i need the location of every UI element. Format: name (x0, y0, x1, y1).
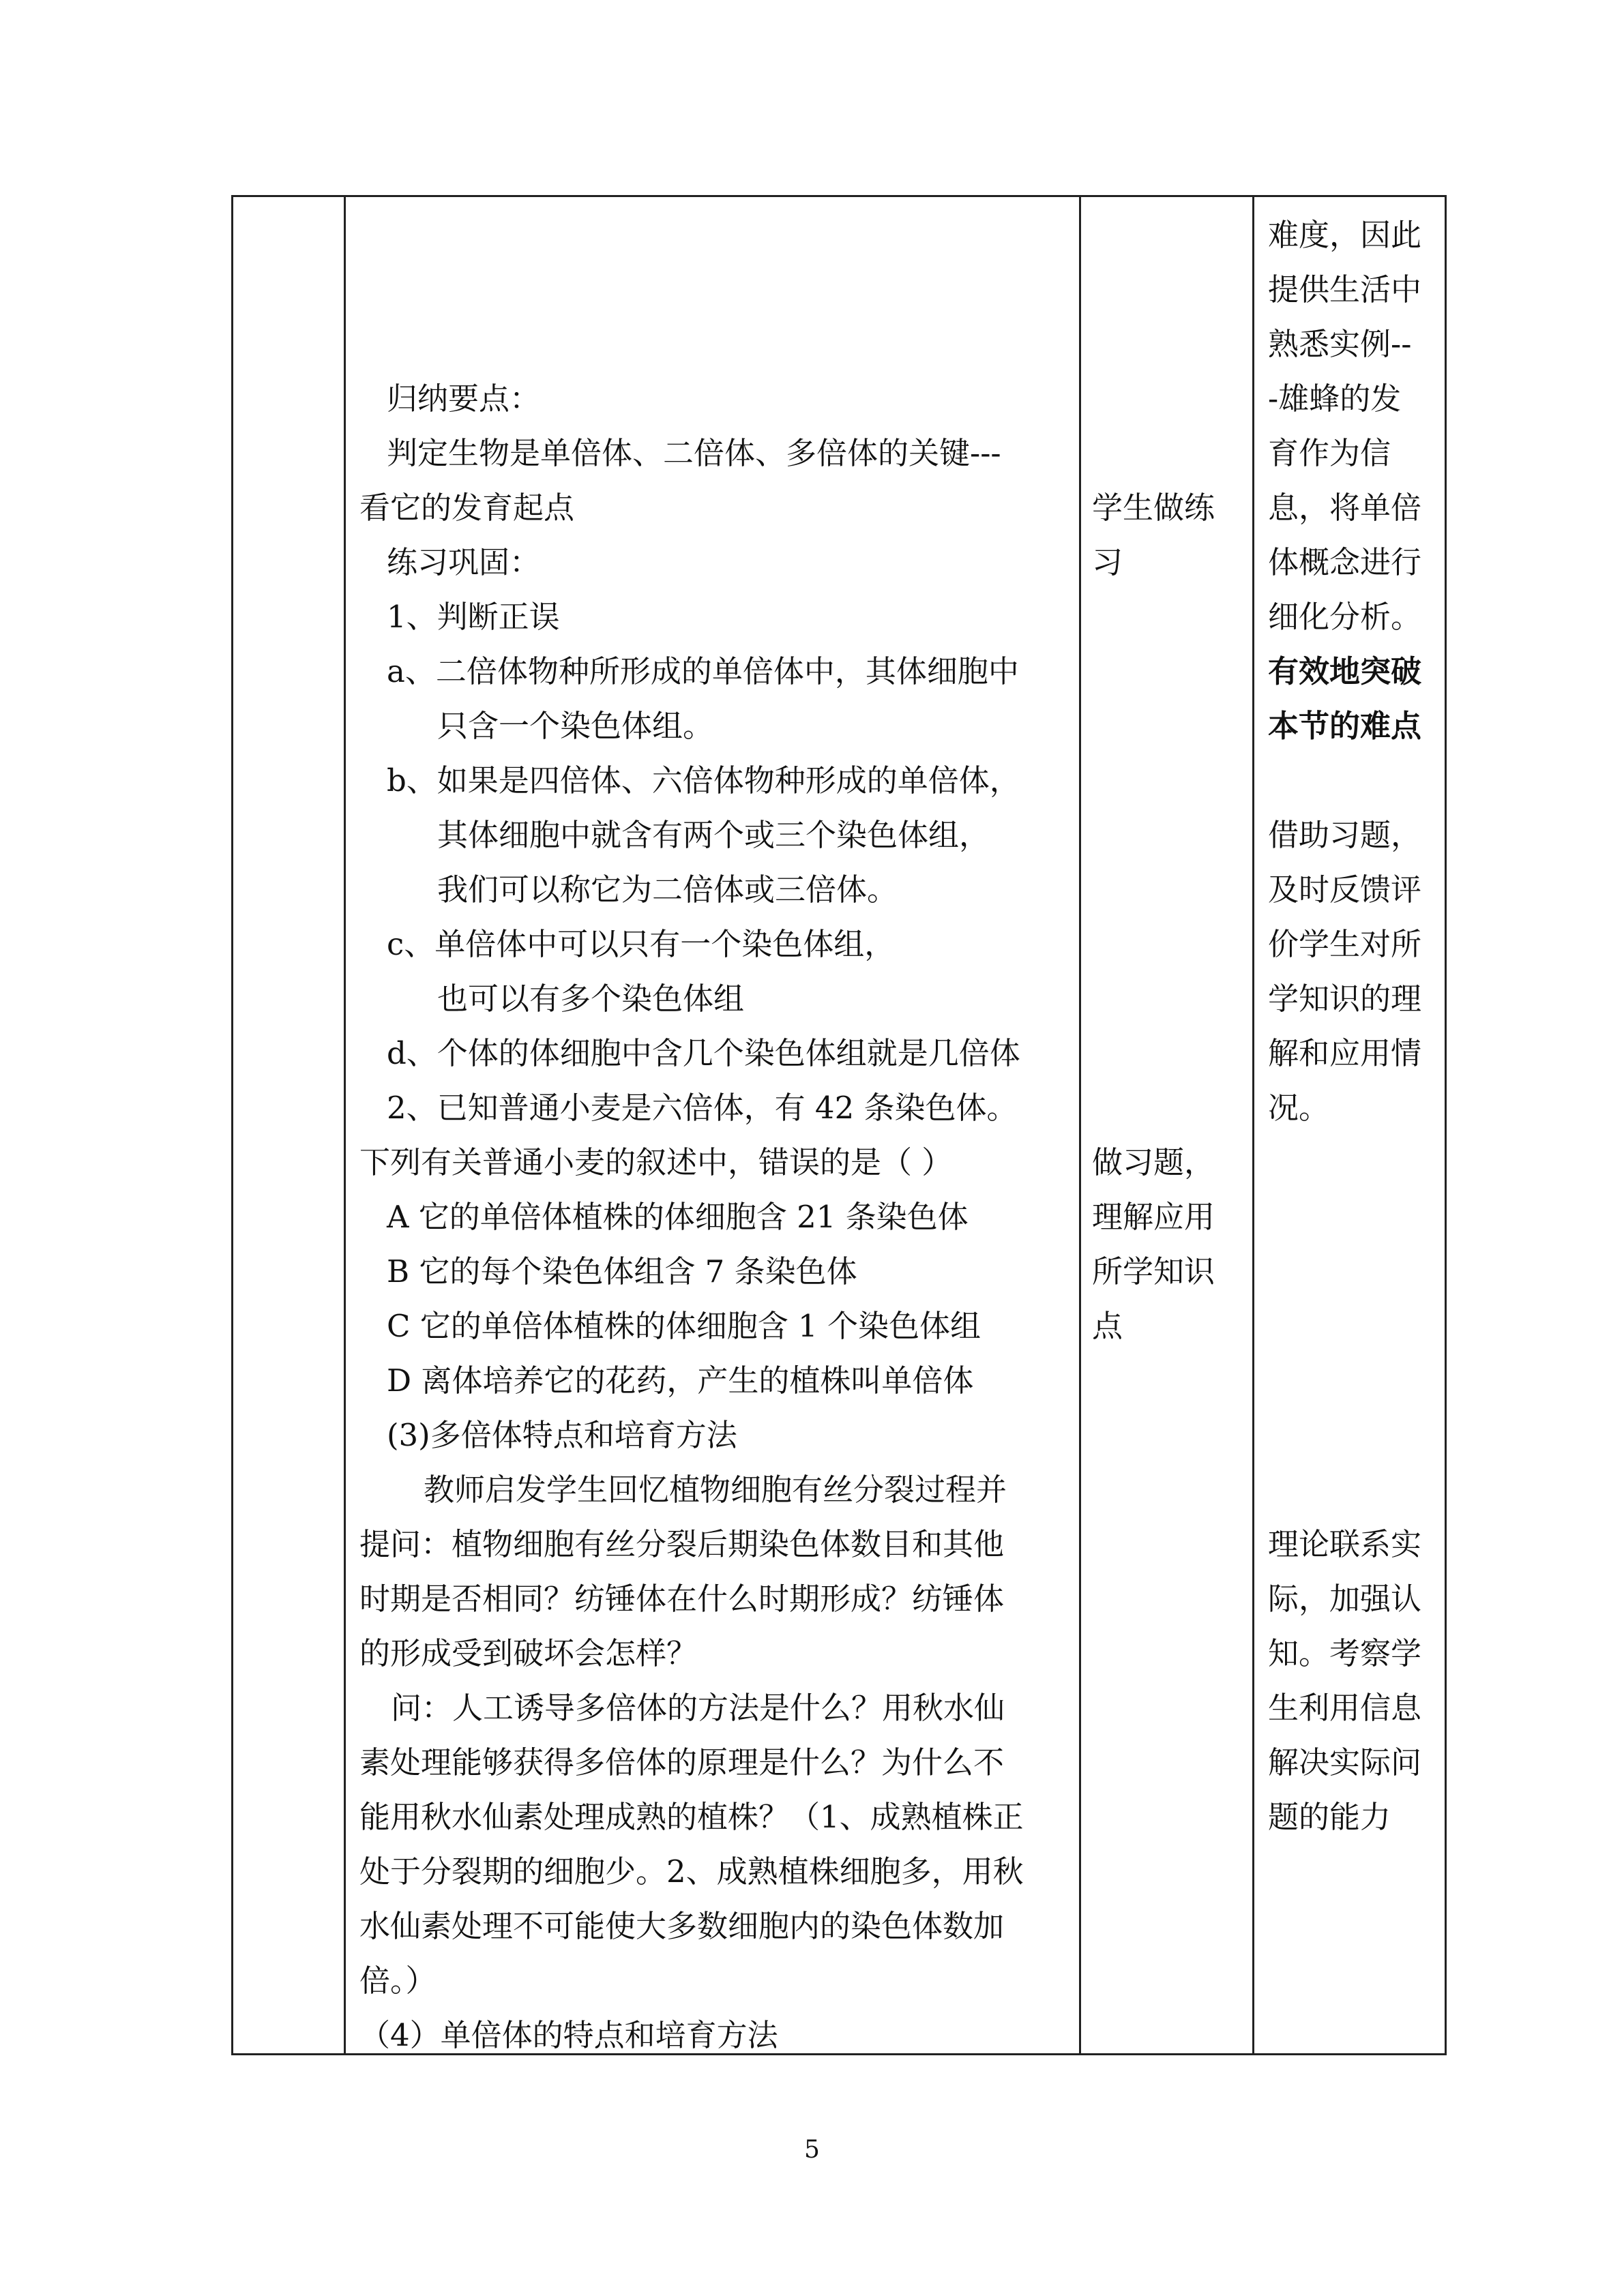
content-line: 练习巩固： (387, 544, 541, 580)
content-line: （4）单倍体的特点和培育方法 (359, 2017, 778, 2053)
intent-line: 生利用信息 (1268, 1690, 1422, 1726)
content-line: B 它的每个染色体组含 7 条染色体 (387, 1253, 857, 1289)
content-line: 倍。） (359, 1963, 437, 1999)
student-line: 习 (1092, 544, 1123, 580)
intent-line: 际，加强认 (1268, 1581, 1422, 1617)
student-activity-cell (1081, 197, 1252, 2053)
content-line: 看它的发育起点 (359, 490, 575, 526)
intent-line: 题的能力 (1268, 1799, 1391, 1835)
intent-line: 及时反馈评 (1268, 871, 1422, 908)
content-line: 能用秋水仙素处理成熟的植株？（1、成熟植株正 (359, 1799, 1024, 1835)
intent-line: 况。 (1268, 1090, 1330, 1126)
student-line: 理解应用 (1092, 1199, 1215, 1235)
content-line: 其体细胞中就含有两个或三个染色体组， (437, 817, 990, 853)
intent-line: 熟悉实例-- (1268, 326, 1412, 362)
student-line: 点 (1092, 1308, 1123, 1344)
content-line: 1、判断正误 (387, 599, 560, 635)
intent-line: 解决实际问 (1268, 1744, 1422, 1780)
content-line: 下列有关普通小麦的叙述中，错误的是（ ） (359, 1144, 953, 1180)
content-line: 时期是否相同？纺锤体在什么时期形成？纺锤体 (359, 1581, 1005, 1617)
lesson-table (231, 195, 1447, 2055)
intent-line: -雄蜂的发 (1268, 381, 1402, 417)
stage-cell (233, 197, 344, 2053)
content-line: 也可以有多个染色体组 (437, 981, 745, 1017)
intent-line: 知。考察学 (1268, 1635, 1422, 1671)
content-line: 2、已知普通小麦是六倍体，有 42 条染色体。 (387, 1090, 1018, 1126)
content-line: 只含一个染色体组。 (437, 708, 714, 744)
intent-line: 息，将单倍 (1268, 490, 1422, 526)
intent-line: 借助习题， (1268, 817, 1422, 853)
content-line: 归纳要点： (387, 381, 541, 417)
content-line: c、单倍体中可以只有一个染色体组， (387, 926, 896, 962)
content-line: d、个体的体细胞中含几个染色体组就是几倍体 (387, 1035, 1020, 1071)
content-line: 提问：植物细胞有丝分裂后期染色体数目和其他 (359, 1526, 1005, 1562)
intent-line-emphasis: 有效地突破 (1268, 653, 1422, 689)
content-line: A 它的单倍体植株的体细胞含 21 条染色体 (387, 1199, 969, 1235)
content-line: 问：人工诱导多倍体的方法是什么？用秋水仙 (391, 1690, 1005, 1726)
page-number: 5 (804, 2136, 820, 2164)
content-line: a、二倍体物种所形成的单倍体中，其体细胞中 (387, 653, 1019, 689)
intent-line: 细化分析。 (1268, 599, 1422, 635)
intent-line: 难度，因此 (1268, 217, 1422, 253)
intent-line: 提供生活中 (1268, 271, 1422, 308)
teaching-content-cell (346, 197, 1079, 2053)
intent-line: 解和应用情 (1268, 1035, 1422, 1071)
content-line: 我们可以称它为二倍体或三倍体。 (437, 871, 898, 908)
content-line: C 它的单倍体植株的体细胞含 1 个染色体组 (387, 1308, 981, 1344)
intent-line: 价学生对所 (1268, 926, 1422, 962)
student-line: 学生做练 (1092, 490, 1215, 526)
student-line: 做习题， (1092, 1144, 1215, 1180)
content-line: 的形成受到破坏会怎样？ (359, 1635, 698, 1671)
content-line: 判定生物是单倍体、二倍体、多倍体的关键--- (387, 435, 1001, 471)
content-line: b、如果是四倍体、六倍体物种形成的单倍体， (387, 762, 1020, 799)
intent-line: 体概念进行 (1268, 544, 1422, 580)
design-intent-cell (1254, 197, 1445, 2053)
content-line: 水仙素处理不可能使大多数细胞内的染色体数加 (359, 1908, 1005, 1944)
intent-line: 学知识的理 (1268, 981, 1422, 1017)
content-line: D 离体培养它的花药，产生的植株叫单倍体 (387, 1362, 974, 1399)
content-line: 素处理能够获得多倍体的原理是什么？为什么不 (359, 1744, 1005, 1780)
content-line: 教师启发学生回忆植物细胞有丝分裂过程并 (424, 1472, 1007, 1508)
intent-line-emphasis: 本节的难点 (1268, 708, 1422, 744)
intent-line: 育作为信 (1268, 435, 1391, 471)
student-line: 所学知识 (1092, 1253, 1215, 1289)
content-line: (3)多倍体特点和培育方法 (387, 1417, 737, 1453)
content-line: 处于分裂期的细胞少。2、成熟植株细胞多，用秋 (359, 1853, 1024, 1890)
intent-line: 理论联系实 (1268, 1526, 1422, 1562)
